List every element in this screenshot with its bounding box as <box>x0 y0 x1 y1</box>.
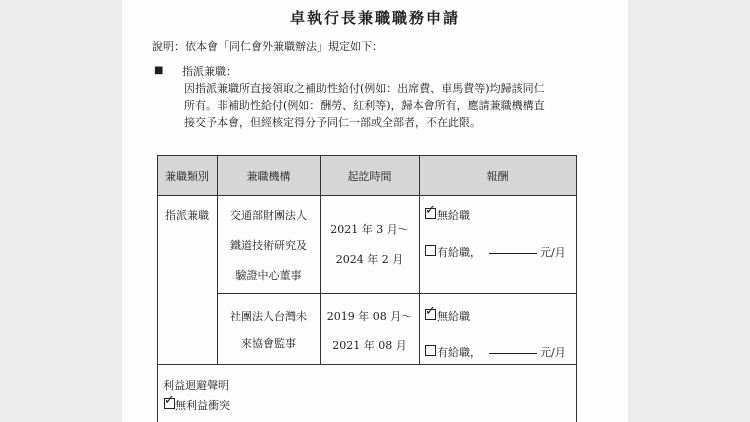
row1-org-line3: 驗證中心董事 <box>235 269 302 282</box>
document-title: 卓執行長兼職職務申請 <box>289 9 460 27</box>
header-remuneration: 報酬 <box>486 170 509 183</box>
header-period: 起訖時間 <box>347 170 392 183</box>
application-table <box>157 155 577 422</box>
row1-paid-checkbox[interactable] <box>425 245 436 256</box>
row1-period-start: 2021 年 3 月～ <box>330 223 409 236</box>
table-border <box>576 155 577 422</box>
conflict-option-label: 無利益衝突 <box>175 399 230 412</box>
paragraph-line-3: 接交予本會，但經核定得分予同仁一部或全部者，不在此限。 <box>184 116 481 129</box>
header-category: 兼職類別 <box>165 170 209 183</box>
row2-no-pay-label: 無給職 <box>437 310 470 323</box>
row2-period-end: 2021 年 08 月 <box>332 339 407 352</box>
row1-check-mark-icon: ✓ <box>425 203 436 218</box>
section-title: 指派兼職： <box>182 65 237 78</box>
document-page <box>122 0 628 422</box>
conflict-check-mark-icon: ✓ <box>164 393 175 408</box>
table-border <box>157 195 577 196</box>
conflict-title: 利益迴避聲明 <box>163 379 229 392</box>
row2-org-line2: 來協會監事 <box>241 337 296 350</box>
header-organization: 兼職機構 <box>246 170 291 183</box>
paragraph-line-1: 因指派兼職所直接領取之補助性給付(例如：出席費、車馬費等)均歸該同仁 <box>184 82 545 95</box>
row2-org-line1: 社團法人台灣未 <box>230 310 307 323</box>
paragraph-line-2: 所有。非補助性給付(例如：酬勞、紅利等)，歸本會所有，應請兼職機構直 <box>184 99 545 112</box>
row1-no-pay-label: 無給職 <box>437 209 470 222</box>
row2-amount-blank[interactable] <box>489 344 537 357</box>
row2-unit: 元/月 <box>540 346 566 359</box>
table-border <box>157 155 577 156</box>
row1-paid-label: 有給職， <box>437 246 481 259</box>
row1-unit: 元/月 <box>540 246 566 259</box>
row2-check-mark-icon: ✓ <box>425 304 436 319</box>
table-border <box>157 155 158 422</box>
row2-paid-label: 有給職， <box>437 346 481 359</box>
table-border <box>217 293 577 294</box>
row1-org-line2: 鐵道技術研究及 <box>230 239 307 252</box>
row2-period-start: 2019 年 08 月～ <box>326 310 413 323</box>
row2-paid-checkbox[interactable] <box>425 345 436 356</box>
table-border <box>419 155 420 364</box>
bullet-square-icon: ■ <box>154 65 164 76</box>
note-text: 說明：依本會「同仁會外兼職辦法」規定如下： <box>152 40 383 53</box>
category-value: 指派兼職 <box>165 209 209 222</box>
table-border <box>217 155 218 364</box>
row1-period-end: 2024 年 2 月 <box>335 253 404 266</box>
row1-amount-blank[interactable] <box>489 244 537 257</box>
table-border <box>157 364 577 365</box>
row1-org-line1: 交通部財團法人 <box>230 209 307 222</box>
